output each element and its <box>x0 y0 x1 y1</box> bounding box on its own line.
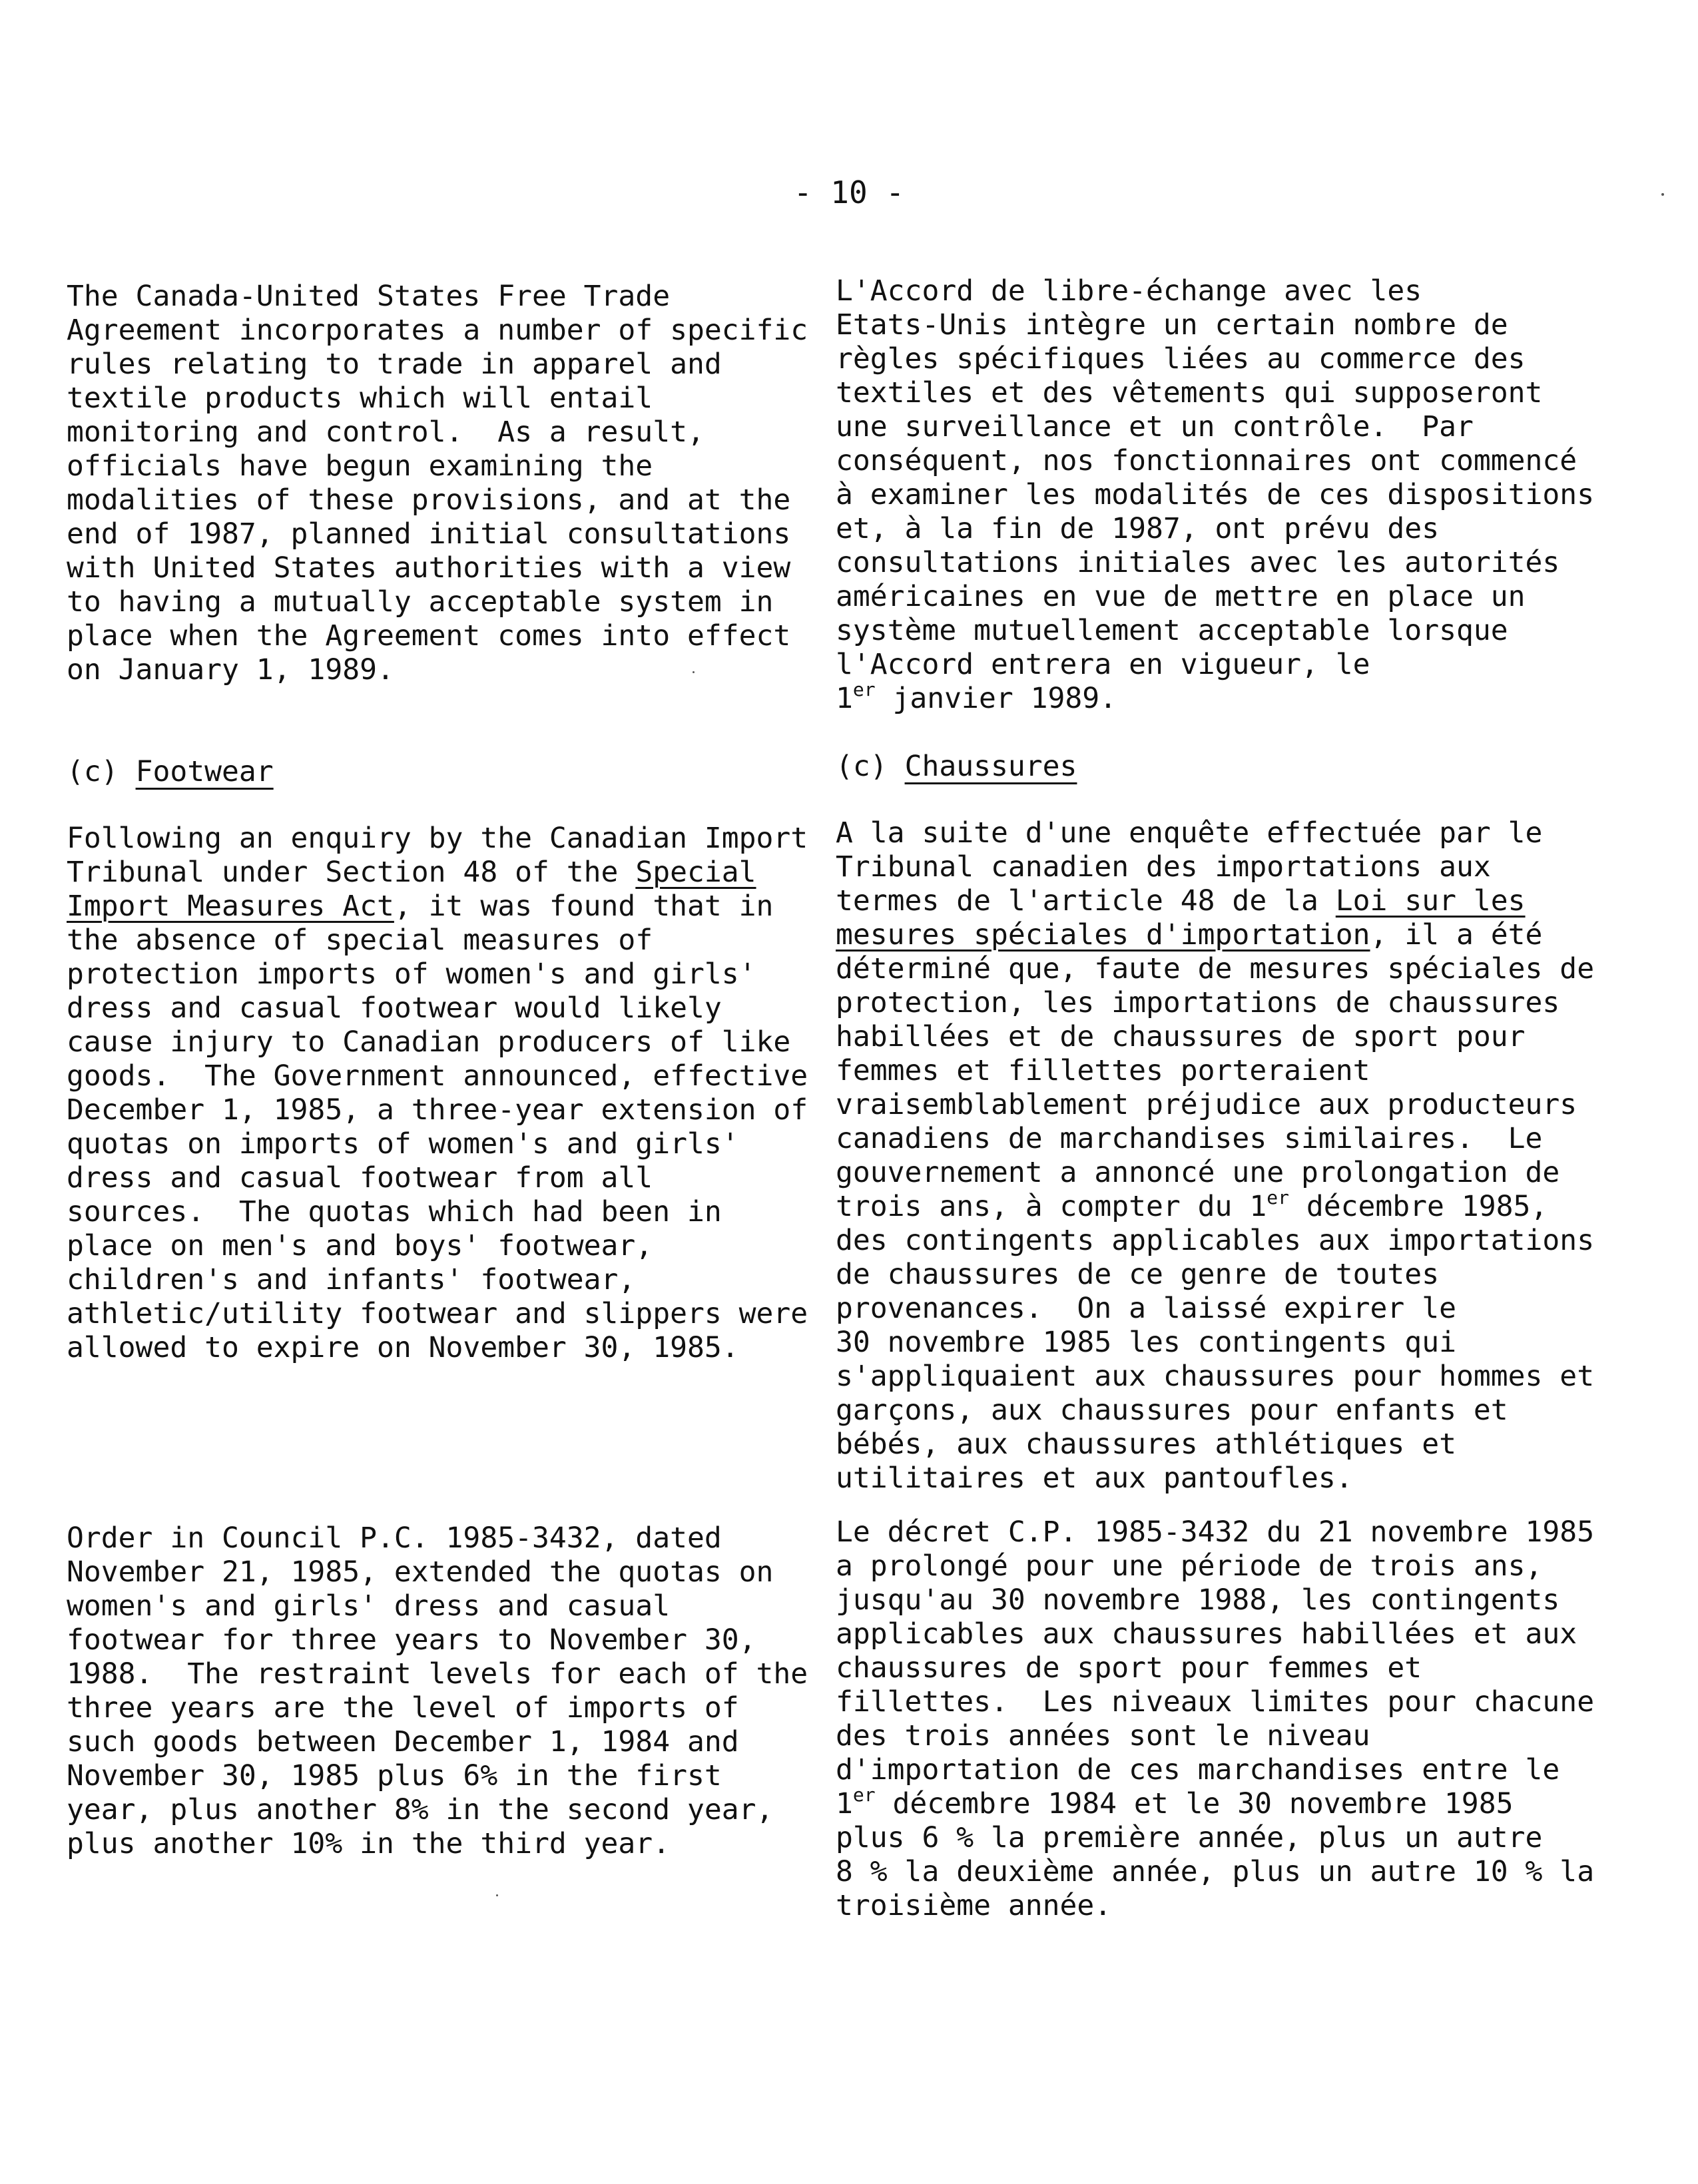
text-line: textiles et des vêtements qui supposeront <box>836 376 1543 410</box>
text-line <box>836 1784 1621 1821</box>
text-line: bébés, aux chaussures athlétiques et <box>836 1428 1456 1461</box>
text-line: textile products which will entail <box>67 382 653 415</box>
act-title-underlined: mesures spéciales d'importation <box>836 918 1370 952</box>
english-intro-paragraph <box>67 280 819 687</box>
text-line: Order in Council P.C. 1985-3432, dated <box>67 1521 722 1555</box>
text-line: système mutuellement acceptable lorsque <box>836 614 1508 647</box>
text-line: 1988. The restraint levels for each of the <box>67 1657 808 1691</box>
text-line: chaussures de sport pour femmes et <box>836 1651 1422 1685</box>
text-line <box>67 856 819 890</box>
text-line: femmes et fillettes porteraient <box>836 1054 1370 1087</box>
text-line: gouvernement a annoncé une prolongation de <box>836 1156 1560 1189</box>
text-line: vraisemblablement préjudice aux producteurs <box>836 1088 1577 1121</box>
text-line: athletic/utility footwear and slippers were <box>67 1297 808 1330</box>
text-line: à examiner les modalités de ces dispositions <box>836 478 1595 511</box>
text-line: December 1, 1985, a three-year extension of <box>67 1093 808 1127</box>
section-number: (c) <box>67 755 119 788</box>
text-segment: , il a été <box>1370 918 1543 952</box>
text-line: end of 1987, planned initial consultations <box>67 517 791 551</box>
text-line: the absence of special measures of <box>67 924 653 957</box>
ordinal-superscript: er <box>852 1784 876 1806</box>
text-line: on January 1, 1989. <box>67 653 394 686</box>
text-line: applicables aux chaussures habillées et aux <box>836 1617 1577 1651</box>
text-segment: , it was found that in <box>394 890 774 923</box>
text-line: 30 novembre 1985 les contingents qui <box>836 1326 1456 1359</box>
text-line: officials have begun examining the <box>67 449 653 483</box>
text-line: goods. The Government announced, effective <box>67 1059 808 1093</box>
text-line: et, à la fin de 1987, ont prévu des <box>836 512 1440 545</box>
french-order-paragraph <box>836 1515 1621 1923</box>
text-line: une surveillance et un contrôle. Par <box>836 410 1474 443</box>
act-title-underlined: Loi sur les <box>1335 884 1526 918</box>
text-line: a prolongé pour une période de trois ans, <box>836 1549 1543 1583</box>
text-line: monitoring and control. As a result, <box>67 415 705 449</box>
text-segment: 1 <box>836 682 853 715</box>
text-line: year, plus another 8% in the second year, <box>67 1793 774 1826</box>
text-line: consultations initiales avec les autorités <box>836 546 1560 579</box>
text-line: utilitaires et aux pantoufles. <box>836 1462 1353 1495</box>
text-line: Etats-Unis intègre un certain nombre de <box>836 308 1508 342</box>
text-line <box>67 890 819 924</box>
text-line: protection, les importations de chaussures <box>836 986 1560 1019</box>
text-line: modalities of these provisions, and at the <box>67 483 791 517</box>
text-line: sources. The quotas which had been in <box>67 1195 722 1228</box>
text-line: with United States authorities with a view <box>67 551 791 585</box>
text-line: November 21, 1985, extended the quotas on <box>67 1555 774 1589</box>
text-line <box>836 679 1621 716</box>
text-segment: termes de l'article 48 de la <box>836 884 1336 918</box>
text-line: place when the Agreement comes into effect <box>67 619 791 653</box>
text-line <box>836 1187 1621 1224</box>
text-line: habillées et de chaussures de sport pour <box>836 1020 1526 1053</box>
text-line: The Canada-United States Free Trade <box>67 280 671 313</box>
text-line <box>836 918 1621 952</box>
text-line: plus 6 % la première année, plus un autre <box>836 1821 1543 1854</box>
text-line: L'Accord de libre-échange avec les <box>836 274 1422 308</box>
text-line: November 30, 1985 plus 6% in the first <box>67 1759 722 1792</box>
french-section-heading <box>836 750 1621 784</box>
act-title-underlined: Special <box>635 856 756 889</box>
text-line: règles spécifiques liées au commerce des <box>836 342 1526 376</box>
text-line: américaines en vue de mettre en place un <box>836 580 1526 613</box>
text-line: rules relating to trade in apparel and <box>67 348 722 381</box>
text-line: des contingents applicables aux importations <box>836 1224 1595 1257</box>
text-line: to having a mutually acceptable system in <box>67 585 774 619</box>
text-line: conséquent, nos fonctionnaires ont commencé <box>836 444 1577 477</box>
scan-speck <box>1661 193 1664 196</box>
text-segment: trois ans, à compter du 1 <box>836 1190 1267 1223</box>
text-segment: décembre 1985, <box>1288 1190 1548 1223</box>
text-line: jusqu'au 30 novembre 1988, les contingents <box>836 1583 1560 1617</box>
text-line: fillettes. Les niveaux limites pour chacune <box>836 1685 1595 1719</box>
section-number: (c) <box>836 750 888 783</box>
french-intro-paragraph <box>836 274 1621 716</box>
scan-speck <box>693 671 695 673</box>
text-segment: décembre 1984 et le 30 novembre 1985 <box>875 1787 1514 1820</box>
text-line: s'appliquaient aux chaussures pour hommes et <box>836 1360 1595 1393</box>
text-line: l'Accord entrera en vigueur, le <box>836 648 1370 681</box>
english-section-heading <box>67 755 819 789</box>
text-line: women's and girls' dress and casual <box>67 1589 671 1623</box>
text-line: protection imports of women's and girls' <box>67 957 756 991</box>
text-line: such goods between December 1, 1984 and <box>67 1725 739 1759</box>
act-title-underlined: Import Measures Act <box>67 890 394 923</box>
text-line: Agreement incorporates a number of specific <box>67 314 808 347</box>
text-line: d'importation de ces marchandises entre le <box>836 1753 1560 1786</box>
text-line: allowed to expire on November 30, 1985. <box>67 1331 739 1364</box>
text-line: de chaussures de ce genre de toutes <box>836 1258 1440 1291</box>
french-footwear-paragraph <box>836 816 1621 1496</box>
text-line: plus another 10% in the third year. <box>67 1827 671 1860</box>
text-line: des trois années sont le niveau <box>836 1719 1370 1753</box>
text-line: Le décret C.P. 1985-3432 du 21 novembre 1985 <box>836 1515 1595 1549</box>
english-order-paragraph <box>67 1521 819 1861</box>
text-line: provenances. On a laissé expirer le <box>836 1292 1456 1325</box>
section-title: Chaussures <box>904 750 1077 783</box>
text-line: A la suite d'une enquête effectuée par le <box>836 816 1543 850</box>
text-segment: 1 <box>836 1787 853 1820</box>
section-title: Footwear <box>135 755 274 788</box>
text-segment: Tribunal under Section 48 of the <box>67 856 636 889</box>
english-footwear-paragraph <box>67 822 819 1365</box>
ordinal-superscript: er <box>852 679 876 700</box>
text-line: déterminé que, faute de mesures spéciales de <box>836 952 1595 985</box>
text-line: Following an enquiry by the Canadian Import <box>67 822 808 855</box>
text-line: footwear for three years to November 30, <box>67 1623 756 1657</box>
text-line: quotas on imports of women's and girls' <box>67 1127 739 1161</box>
ordinal-superscript: er <box>1267 1187 1289 1209</box>
text-line: dress and casual footwear would likely <box>67 991 722 1025</box>
text-line <box>836 884 1621 918</box>
text-line: place on men's and boys' footwear, <box>67 1229 653 1262</box>
text-line: garçons, aux chaussures pour enfants et <box>836 1394 1508 1427</box>
text-segment: janvier 1989. <box>875 682 1117 715</box>
text-line: 8 % la deuxième année, plus un autre 10 % la <box>836 1855 1595 1888</box>
text-line: dress and casual footwear from all <box>67 1161 653 1195</box>
text-line: canadiens de marchandises similaires. Le <box>836 1122 1543 1155</box>
text-line: three years are the level of imports of <box>67 1691 739 1725</box>
page-number: - 10 - <box>793 174 905 210</box>
text-line: cause injury to Canadian producers of like <box>67 1025 791 1059</box>
scan-speck <box>496 1894 498 1896</box>
text-line: troisième année. <box>836 1889 1112 1922</box>
text-line: children's and infants' footwear, <box>67 1263 636 1296</box>
text-line: Tribunal canadien des importations aux <box>836 850 1491 884</box>
